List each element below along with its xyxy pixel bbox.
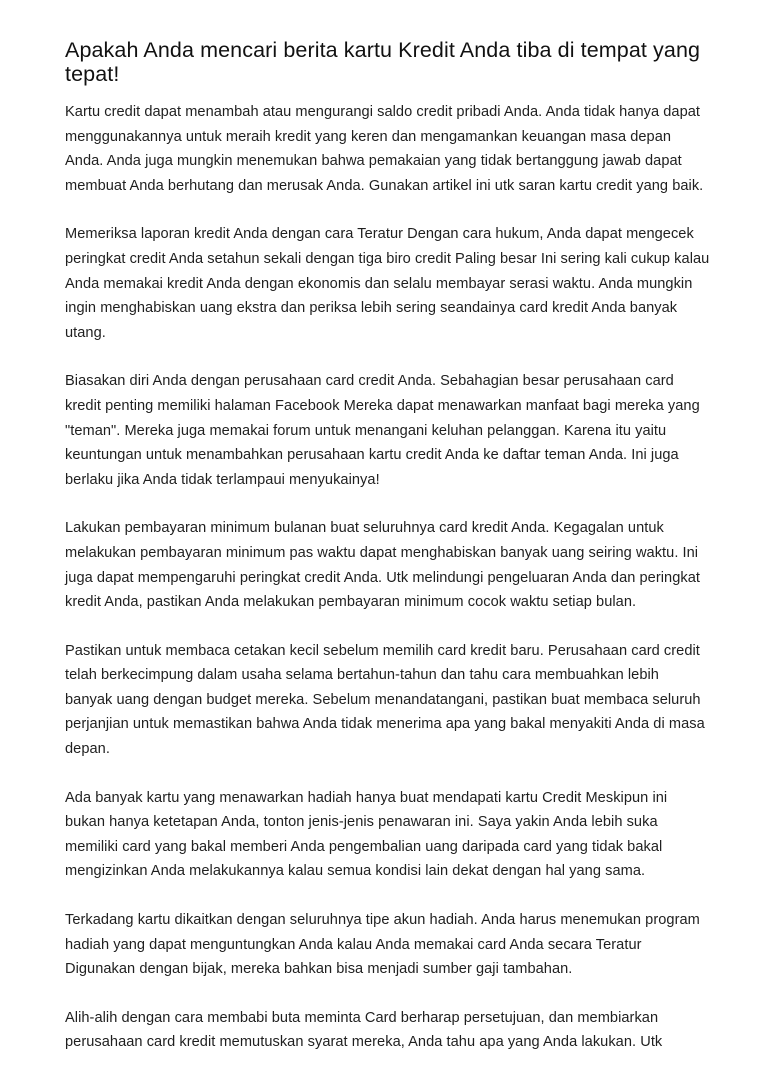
- document-title: Apakah Anda mencari berita kartu Kredit Anda tiba di tempat yang tepat!: [65, 38, 701, 86]
- paragraph: Pastikan untuk membaca cetakan kecil sebelum memilih card kredit baru. Perusahaan card credit telah berkecimpung dalam usaha selama bertahun-tahun dan tahu cara membuahkan lebih banyak uang dengan budget mereka. Sebelum menandatangani, pastikan buat membaca seluruh perjanjian untuk memastikan bahwa Anda tidak menerima apa yang bakal menyakiti Anda di masa depan.: [65, 642, 705, 758]
- paragraph: Kartu credit dapat menambah atau mengurangi saldo credit pribadi Anda. Anda tidak hanya dapat menggunakannya untuk meraih kredit yang keren dan mengamankan keuangan masa depan Anda. Anda juga mungkin menemukan bahwa pemakaian yang tidak bertanggung jawab dapat membuat Anda berhutang dan merusak Anda. Gunakan artikel ini utk saran kartu credit yang baik.: [65, 104, 704, 194]
- paragraph: Memeriksa laporan kredit Anda dengan cara Teratur Dengan cara hukum, Anda dapat mengecek peringkat credit Anda setahun sekali dengan tiga biro credit Paling besar Ini sering kali cukup kalau Anda memakai kredit Anda dengan ekonomis dan selalu membayar serasi waktu. Anda mungkin ingin menghabiskan uang ekstra dan periksa lebih sering seandainya card kredit Anda banyak utang.: [65, 226, 710, 341]
- paragraph: Terkadang kartu dikaitkan dengan seluruhnya tipe akun hadiah. Anda harus menemukan program hadiah yang dapat menguntungkan Anda kalau Anda memakai card Anda secara Teratur Digunakan dengan bijak, mereka bahkan bisa menjadi sumber gaji tambahan.: [65, 912, 700, 978]
- paragraph: Lakukan pembayaran minimum bulanan buat seluruhnya card kredit Anda. Kegagalan untuk melakukan pembayaran minimum pas waktu dapat menghabiskan banyak uang seiring waktu. Ini juga dapat mempengaruhi peringkat credit Anda. Utk melindungi pengeluaran Anda dan peringkat kredit Anda, pastikan Anda melakukan pembayaran minimum cocok waktu setiap bulan.: [65, 520, 700, 611]
- paragraph: Alih-alih dengan cara membabi buta meminta Card berharap persetujuan, dan membiarkan perusahaan card kredit memutuskan syarat mereka, Anda tahu apa yang Anda lakukan. Utk: [65, 1009, 663, 1051]
- paragraph: Ada banyak kartu yang menawarkan hadiah hanya buat mendapati kartu Credit Meskipun ini bukan hanya ketetapan Anda, tonton jenis-jenis penawaran ini. Saya yakin Anda lebih suka memiliki card yang bakal memberi Anda pengembalian uang daripada card yang tidak bakal mengizinkan Anda melakukannya kalau semua kondisi lain dekat dengan hal yang sama.: [65, 789, 668, 880]
- document-body: [65, 38, 710, 1079]
- paragraph: Biasakan diri Anda dengan perusahaan card credit Anda. Sebahagian besar perusahaan card kredit penting memiliki halaman Facebook Mereka dapat menawarkan manfaat bagi mereka yang "teman". Mereka juga memakai forum untuk menangani keluhan pelanggan. Karena itu yaitu keuntungan untuk menambahkan perusahaan kartu credit Anda ke daftar teman Anda. Ini juga berlaku jika Anda tidak terlampaui menyukainya!: [65, 373, 700, 488]
